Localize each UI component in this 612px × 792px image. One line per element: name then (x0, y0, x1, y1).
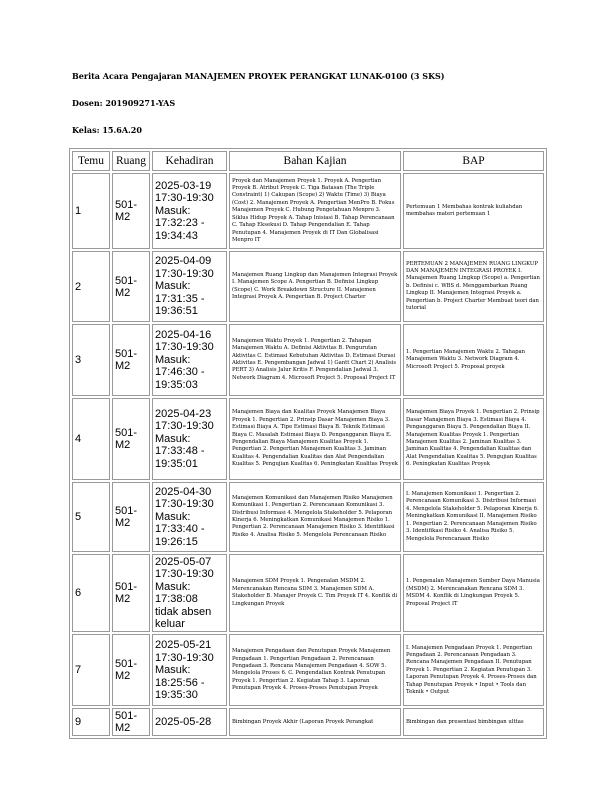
cell-kehadiran (152, 398, 227, 480)
time-slot: 17:30-19:30 (155, 568, 214, 581)
cell-bap: I. Manajemen Komunikasi 1. Pengertian 2. Perencanaan Komunikasi 3. Distribusi Informasi 4. Mengelola Stakeholder 5. Pelaporan Kinerja 6. Meningkatkan Komunikasi II. Manajemen Risiko 1. Pengertian 2. Perencanaan Manajemen Risiko 3. Identifikasi Risiko 4. Analisa Risiko 5. Mengelola Perencanaan Risiko (403, 482, 544, 552)
checkin-time: 17:33:40 - 19:26:15 (155, 523, 205, 548)
cell-temu: 5 (72, 482, 110, 552)
time-slot: 17:30-19:30 (155, 267, 214, 280)
time-slot: 17:30-19:30 (155, 341, 214, 354)
date: 2025-05-07 (155, 556, 212, 568)
cell-kehadiran (152, 173, 227, 249)
cell-bap: I. Manajemen Pengadaan Proyek 1. Pengertian Pengadaan 2. Perencanaan Pengadaan 3. Rencana Manajemen Pengadaan II. Penutupan Proyek 1. Pengertian 2. Kegiatan Penutupan 3. Laporan Penutupan Proyek 4. Proses-Proses dan Tahap Penutupan Proyek • Input • Tools dan Teknik • Output (403, 634, 544, 706)
checkin-label: Masuk: (155, 353, 191, 366)
cell-bahan-kajian: Manajemen Komunikasi dan Manajemen Risiko Manajemen Komunikasi 1. Pengertian 2. Perencanaan Komunikasi 3. Distribusi Informasi 4. Mengelola Stakeholder 5. Pelaporan Kinerja 6. Meningkatkan Komunikasi Manajemen Risiko 1. Pengertian 2. Perencanaan Manajemen Risiko 3. Identifikasi Risiko 4. Analisa Risiko 5. Mengelola Perencanaan Risiko (229, 482, 401, 552)
table-row (72, 251, 544, 322)
cell-bahan-kajian: Manajemen Biaya dan Kualitas Proyek Manajemen Biaya Proyek 1. Pengertian 2. Prinsip Dasar Manajemen Biaya 3. Estimasi Biaya A. Tipe Estimasi Biaya B. Teknik Estimasi Biaya C. Masalah Estimasi Biaya D. Penganggaran Biaya E. Pengendalian Biaya Manajemen Kualitas Proyek 1. Pengertian 2. Pengertian Manajemen Kualitas 3. Jaminan Kualitas 4. Pengendalian Kualitas dan Alat Pengendalian Kualitas 5. Pengujian Kualitas 6. Peningkatan Kualitas Proyek (229, 398, 401, 480)
checkin-time: 18:25:56 - 19:35:30 (155, 676, 205, 702)
cell-ruang: 501-M2 (112, 324, 150, 396)
date: 2025-04-09 (155, 255, 212, 268)
header-bahan-kajian: Bahan Kajian (229, 151, 401, 171)
cell-bahan-kajian: Manajemen Waktu Proyek 1. Pengertian 2. Tahapan Manajemen Waktu A. Definisi Aktivitas B. Pengurutan Aktivitas C. Estimasi Kebutuhan Aktivitas D. Estimasi Durasi Aktivitas E. Pengembangan Jadwal 1) Gantt Chart 2) Analisis PERT 3) Analisis Jalur Kritis F. Pengendalian Jadwal 3. Network Diagram 4. Microsoft Project 5. Proposal Project IT (229, 324, 401, 396)
table-row (72, 398, 544, 480)
table-row (72, 324, 544, 396)
cell-kehadiran (152, 554, 227, 632)
table-row (72, 554, 544, 632)
header-ruang: Ruang (112, 151, 150, 171)
time-slot: 17:30-19:30 (155, 651, 214, 664)
checkin-time: 17:33:48 - 19:35:01 (155, 445, 205, 470)
checkin-label: Masuk: (155, 204, 191, 217)
checkin-time: 17:32:23 - 19:34:43 (155, 217, 205, 242)
cell-kehadiran (152, 708, 227, 736)
cell-ruang: 501-M2 (112, 173, 150, 249)
document-title: Berita Acara Pengajaran MANAJEMEN PROYEK PERANGKAT LUNAK-0100 (3 SKS) (72, 71, 445, 81)
checkin-time: 17:38:08 tidak absen keluar (155, 593, 212, 631)
cell-bahan-kajian: Manajemen Ruang Lingkup dan Manajemen Integrasi Proyek I. Manajemen Scope A. Pengertian B. Definisi Lingkup (Scope) C. Work Breakdown Structure II. Manajemen Integrasi Proyek A. Pengertian B. Project Charter (229, 251, 401, 322)
header-kehadiran: Kehadiran (152, 151, 227, 171)
lecturer-line: Dosen: 201909271-YAS (72, 98, 176, 108)
cell-ruang: 501-M2 (112, 708, 150, 736)
cell-bap: PERTEMUAN 2 MANAJEMEN RUANG LINGKUP DAN MANAJEMEN INTEGRASI PROYEK I. Manajemen Ruang Lingkup (Scope) a. Pengertian b. Definisi c. WBS d. Menggambarkan Ruang Lingkup II. Manajemen Integrasi Proyek a. Pengertian b. Project Charter Membuat teori dan tutorial (403, 251, 544, 322)
time-slot: 17:30-19:30 (155, 420, 214, 433)
cell-bap: Manajemen Biaya Proyek 1. Pengertian 2. Prinsip Dasar Manajemen Biaya 3. Estimasi Biaya 4. Penganggaran Biaya 5. Pengendalian Biaya II. Manajemen Kualitas Proyek 1. Pengertian Manajemen Kualitas 2. Jaminan Kualitas 3. Jaminan Kualitas 4. Pengendalian Kualitas dan Alat Pengendalian Kualitas 5. Pengujian Kualitas 6. Peningkatan Kualitas Proyek (403, 398, 544, 480)
cell-bahan-kajian: Manajemen Pengadaan dan Penutupan Proyek Manajemen Pengadaan 1. Pengertian Pengadaan 2. Perencanaan Pengadaan 3. Rencana Manajemen Pengadaan 4. SOW 5. Mengelola Proses 6. C. Pengendalian Kontrak Penutupan Proyek 1. Pengertian 2. Kegiatan Tahap 3. Laporan Penutupan Proyek 4. Proses-Proses Penutupan Proyek (229, 634, 401, 706)
table-row (72, 634, 544, 706)
cell-kehadiran (152, 324, 227, 396)
table-row (72, 482, 544, 552)
checkin-time: 17:31:35 - 19:36:51 (155, 292, 205, 318)
header-bap: BAP (403, 151, 544, 171)
cell-kehadiran (152, 251, 227, 322)
cell-bap: 1. Pengertian Manajemen Waktu 2. Tahapan Manajemen Waktu 3. Network Diagram 4. Microsoft Project 5. Proposal proyek (403, 324, 544, 396)
date: 2025-04-23 (155, 407, 212, 420)
cell-ruang: 501-M2 (112, 398, 150, 480)
table-row (72, 708, 544, 736)
checkin-label: Masuk: (155, 510, 191, 523)
cell-ruang: 501-M2 (112, 554, 150, 632)
checkin-label: Masuk: (155, 664, 191, 677)
cell-bap: 1. Pengenalan Manajemen Sumber Daya Manusia (MSDM) 2. Merencanakan Rencana SDM 3. MSDM 4. Konflik di Lingkungan Proyek 5. Proposal Project IT (403, 554, 544, 632)
table-row (72, 173, 544, 249)
cell-temu: 7 (72, 634, 110, 706)
cell-bap: Pertemuan 1 Membahas kontrak kuliahdan membahas materi pertemuan 1 (403, 173, 544, 249)
checkin-label: Masuk: (155, 280, 191, 293)
cell-bahan-kajian: Manajemen SDM Proyek 1. Pengenalan MSDM 2. Merencanakan Rencana SDM 3. Manajemen SDM A. Stakeholder B. Manajer Proyek C. Tim Proyek IT 4. Konflik di Lingkungan Proyek (229, 554, 401, 632)
cell-temu: 6 (72, 554, 110, 632)
date: 2025-03-19 (155, 179, 212, 192)
table-header-row (72, 151, 544, 171)
date: 2025-05-21 (155, 639, 212, 652)
cell-bahan-kajian: Proyek dan Manajemen Proyek 1. Proyek A. Pengertian Proyek B. Atribut Proyek C. Tiga Batasan (The Triple Constraint) 1) Cakupan (Scope) 2) Waktu (Time) 3) Biaya (Cost) 2. Manajemen Proyek A. Pengertian MenPro B. Fokus Manajemen Proyek C. Hubung Pengetahuan Menpro 3. Siklus Hidup Proyek A. Tahap Inisiasi B. Tahap Perencanaan C. Tahap Eksekusi D. Tahap Pengendalian E. Tahap Penutupan 4. Manajemen Proyek di IT Dan Globalisasi Menpro IT (229, 173, 401, 249)
time-slot: 17:30-19:30 (155, 498, 214, 511)
checkin-label: Masuk: (155, 580, 191, 593)
date: 2025-04-30 (155, 485, 212, 498)
date: 2025-04-16 (155, 328, 212, 341)
teaching-record-table (69, 148, 547, 739)
class-line: Kelas: 15.6A.20 (72, 125, 142, 135)
cell-temu: 4 (72, 398, 110, 480)
cell-bahan-kajian: Bimbingan Proyek Akhir (Laporan Proyek Perangkat (229, 708, 401, 736)
cell-ruang: 501-M2 (112, 634, 150, 706)
header-temu: Temu (72, 151, 110, 171)
cell-kehadiran (152, 482, 227, 552)
cell-temu: 9 (72, 708, 110, 736)
cell-ruang: 501-M2 (112, 482, 150, 552)
checkin-label: Masuk: (155, 432, 191, 445)
checkin-time: 17:46:30 - 19:35:03 (155, 366, 205, 391)
time-slot: 17:30-19:30 (155, 192, 214, 205)
cell-temu: 2 (72, 251, 110, 322)
cell-temu: 3 (72, 324, 110, 396)
date: 2025-05-28 (155, 716, 212, 729)
cell-temu: 1 (72, 173, 110, 249)
cell-bap: Bimbingan dan presentasi bimbingan ulttas (403, 708, 544, 736)
cell-kehadiran (152, 634, 227, 706)
cell-ruang: 501-M2 (112, 251, 150, 322)
